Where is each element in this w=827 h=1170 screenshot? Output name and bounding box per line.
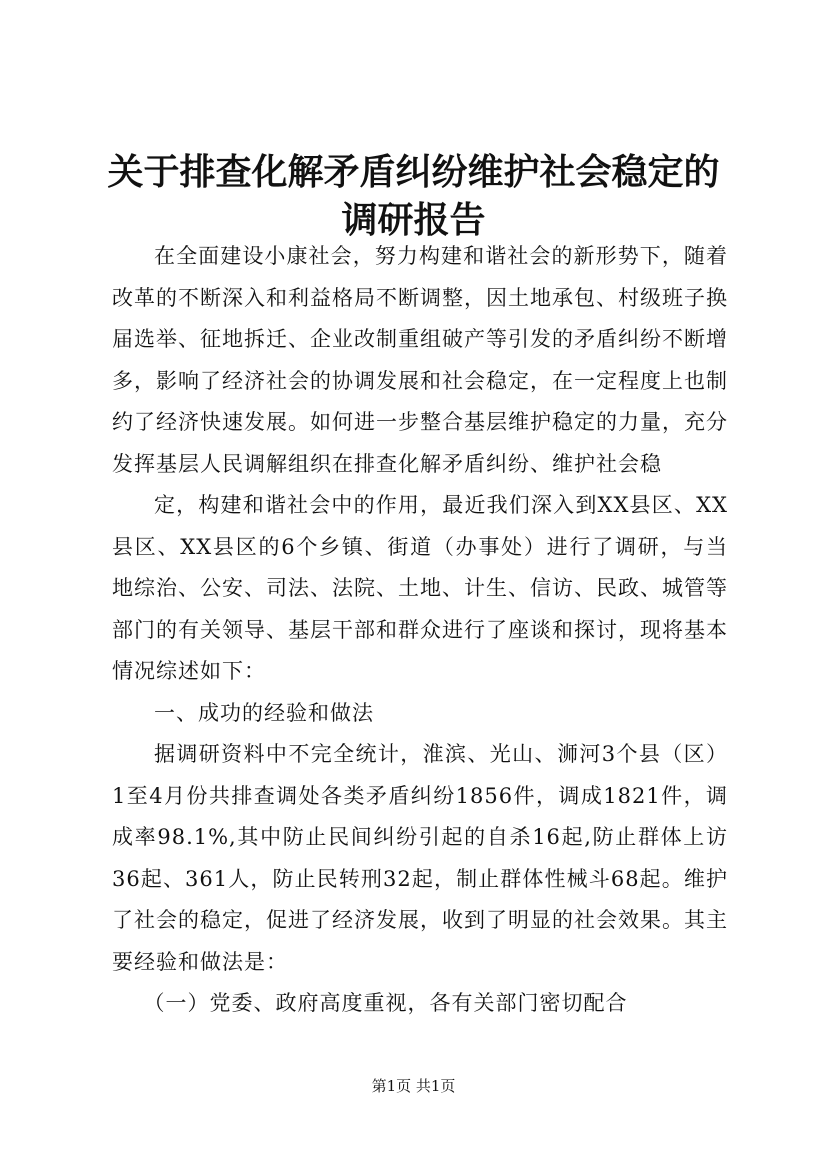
document-body <box>112 236 728 1025</box>
paragraph-intro-continued: 定，构建和谐社会中的作用，最近我们深入到XX县区、XX县区、XX县区的6个乡镇、街道（办事处）进行了调研，与当地综治、公安、司法、法院、土地、计生、信访、民政、城管等部门的有关领导、基层干部和群众进行了座谈和探讨，现将基本情况综述如下： <box>112 493 728 683</box>
paragraph-statistics: 据调研资料中不完全统计，淮滨、光山、浉河3个县（区）1至4月份共排查调处各类矛盾纠纷1856件，调成1821件，调成率98.1%,其中防止民间纠纷引起的自杀16起,防止群体上访36起、361人，防止民转刑32起，制止群体性械斗68起。维护了社会的稳定，促进了经济发展，收到了明显的社会效果。其主要经验和做法是： <box>112 742 728 974</box>
subsection-heading-1: （一）党委、政府高度重视，各有关部门密切配合 <box>143 991 628 1015</box>
paragraph-intro: 在全面建设小康社会，努力构建和谐社会的新形势下，随着改革的不断深入和利益格局不断调整，因土地承包、村级班子换届选举、征地拆迁、企业改制重组破产等引发的矛盾纠纷不断增多，影响了经济社会的协调发展和社会稳定，在一定程度上也制约了经济快速发展。如何进一步整合基层维护稳定的力量，充分发挥基层人民调解组织在排查化解矛盾纠纷、维护社会稳 <box>112 244 728 476</box>
document-title: 关于排查化解矛盾纠纷维护社会稳定的调研报告 <box>107 151 720 241</box>
section-heading-1: 一、成功的经验和做法 <box>154 700 374 725</box>
page-footer: 第1页 共1页 <box>371 1077 456 1095</box>
